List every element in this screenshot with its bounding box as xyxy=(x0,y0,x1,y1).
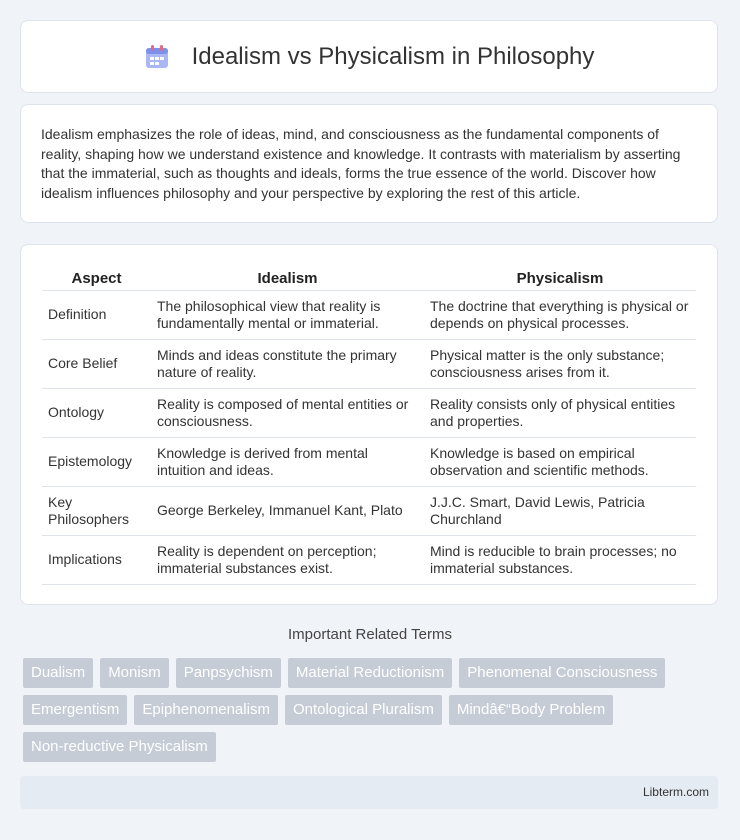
table-row xyxy=(42,438,696,487)
cell-idealism: Minds and ideas constitute the primary nature of reality. xyxy=(151,340,424,389)
cell-idealism: The philosophical view that reality is fundamentally mental or immaterial. xyxy=(151,291,424,340)
cell-aspect: Implications xyxy=(42,536,151,585)
cell-aspect: Ontology xyxy=(42,389,151,438)
footer xyxy=(20,776,718,809)
table-row xyxy=(42,291,696,340)
footer-site-link[interactable]: Libterm.com xyxy=(642,785,709,799)
cell-aspect: Core Belief xyxy=(42,340,151,389)
comparison-card xyxy=(20,244,718,605)
cell-idealism: George Berkeley, Immanuel Kant, Plato xyxy=(151,487,424,536)
cell-physicalism: Mind is reducible to brain processes; no immaterial substances. xyxy=(424,536,696,585)
table-header-row xyxy=(42,267,696,291)
table-row xyxy=(42,487,696,536)
tag-emergentism[interactable]: Emergentism xyxy=(23,695,127,725)
calendar-icon xyxy=(144,44,170,70)
tag-panpsychism[interactable]: Panpsychism xyxy=(176,658,281,688)
page-title: Idealism vs Physicalism in Philosophy xyxy=(191,42,595,70)
cell-physicalism: J.J.C. Smart, David Lewis, Patricia Churchland xyxy=(424,487,696,536)
intro-card xyxy=(20,104,718,223)
cell-physicalism: Knowledge is based on empirical observation and scientific methods. xyxy=(424,438,696,487)
cell-physicalism: The doctrine that everything is physical or depends on physical processes. xyxy=(424,291,696,340)
table-row xyxy=(42,389,696,438)
title-card xyxy=(20,20,718,93)
cell-physicalism: Reality consists only of physical entities and properties. xyxy=(424,389,696,438)
header-physicalism: Physicalism xyxy=(424,267,696,291)
related-terms-heading: Important Related Terms xyxy=(288,626,452,643)
tag-ontological-pluralism[interactable]: Ontological Pluralism xyxy=(285,695,442,725)
cell-aspect: Definition xyxy=(42,291,151,340)
comparison-table xyxy=(42,267,696,585)
table-row xyxy=(42,340,696,389)
tag-phenomenal-consciousness[interactable]: Phenomenal Consciousness xyxy=(459,658,665,688)
tag-mind-body-problem[interactable]: Mindâ€“Body Problem xyxy=(449,695,613,725)
tag-monism[interactable]: Monism xyxy=(100,658,169,688)
tag-material-reductionism[interactable]: Material Reductionism xyxy=(288,658,452,688)
cell-idealism: Reality is composed of mental entities or consciousness. xyxy=(151,389,424,438)
header-idealism: Idealism xyxy=(151,267,424,291)
intro-text: Idealism emphasizes the role of ideas, mind, and consciousness as the fundamental components of reality, shaping how we understand existence and knowledge. It contrasts with materialism by asserting that the immaterial, such as thoughts and ideals, forms the true essence of the world. Discover how idealism influences philosophy and your perspective by exploring the rest of this article. xyxy=(41,126,681,201)
tag-non-reductive-physicalism[interactable]: Non-reductive Physicalism xyxy=(23,732,216,762)
tag-epiphenomenalism[interactable]: Epiphenomenalism xyxy=(134,695,278,725)
cell-idealism: Reality is dependent on perception; immaterial substances exist. xyxy=(151,536,424,585)
table-row xyxy=(42,536,696,585)
tag-dualism[interactable]: Dualism xyxy=(23,658,93,688)
cell-idealism: Knowledge is derived from mental intuition and ideas. xyxy=(151,438,424,487)
cell-physicalism: Physical matter is the only substance; consciousness arises from it. xyxy=(424,340,696,389)
related-terms-list xyxy=(23,658,723,769)
cell-aspect: Epistemology xyxy=(42,438,151,487)
header-aspect: Aspect xyxy=(42,267,151,291)
cell-aspect: Key Philosophers xyxy=(42,487,151,536)
